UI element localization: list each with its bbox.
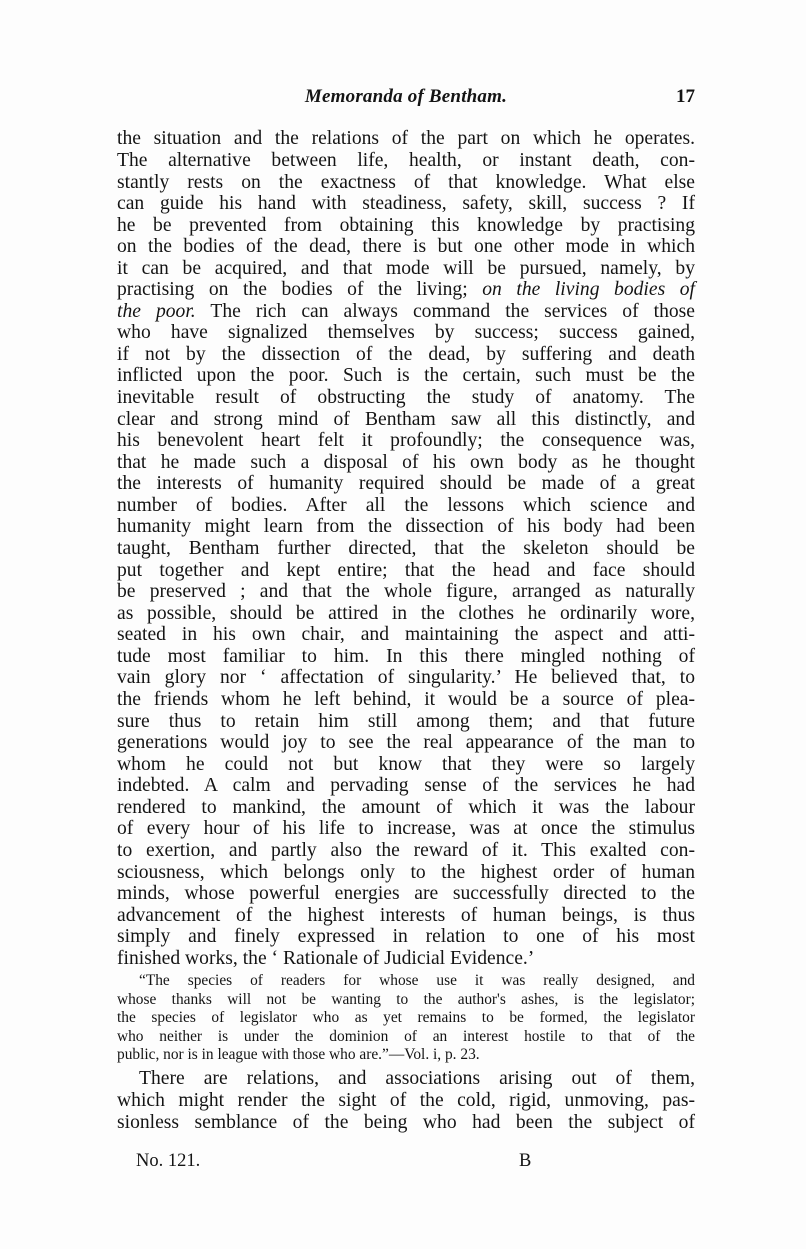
body-line: to exertion, and partly also the reward of it. This exalted con- (117, 840, 695, 861)
italic-emphasis: on the living bodies of (482, 279, 695, 300)
body-line: clear and strong mind of Bentham saw all this distinctly, and (117, 409, 695, 430)
quote-line: who neither is under the dominion of an interest hostile to that of the (117, 1028, 695, 1045)
body-line: be preserved ; and that the whole figure, arranged as naturally (117, 581, 695, 602)
body-line: humanity might learn from the dissection of his body had been (117, 516, 695, 537)
body-line: as possible, should be attired in the clothes he ordinarily wore, (117, 603, 695, 624)
running-title: Memoranda of Bentham. (304, 86, 508, 107)
body-text: practising on the bodies of the living; (117, 279, 468, 300)
body-text: The rich can always command the services of those (195, 301, 696, 322)
body-line: his benevolent heart felt it profoundly; the consequence was, (117, 430, 695, 451)
body-line: There are relations, and associations arising out of them, (139, 1068, 695, 1089)
body-line: taught, Bentham further directed, that the skeleton should be (117, 538, 695, 559)
body-line: stantly rests on the exactness of that knowledge. What else (117, 172, 695, 193)
body-line-with-italic (117, 279, 695, 300)
body-line: sure thus to retain him still among them; and that future (117, 711, 695, 732)
body-line: he be prevented from obtaining this knowledge by practising (117, 215, 695, 236)
body-line: of every hour of his life to increase, was at once the stimulus (117, 818, 695, 839)
body-line: the friends whom he left behind, it would be a source of plea- (117, 689, 695, 710)
quote-line: “The species of readers for whose use it was really designed, and (139, 972, 695, 989)
body-line: sionless semblance of the being who had been the subject of (117, 1112, 695, 1133)
body-line: inevitable result of obstructing the study of anatomy. The (117, 387, 695, 408)
body-line: on the bodies of the dead, there is but one other mode in which (117, 236, 695, 257)
body-line: the situation and the relations of the part on which he operates. (117, 128, 695, 149)
body-line: seated in his own chair, and maintaining the aspect and atti- (117, 624, 695, 645)
body-line: simply and finely expressed in relation to one of his most (117, 926, 695, 947)
body-line: generations would joy to see the real appearance of the man to (117, 732, 695, 753)
body-line: advancement of the highest interests of human beings, is thus (117, 905, 695, 926)
body-line: the interests of humanity required should be made of a great (117, 473, 695, 494)
running-head (117, 86, 695, 112)
body-line: put together and kept entire; that the head and face should (117, 560, 695, 581)
body-line: rendered to mankind, the amount of which it was the labour (117, 797, 695, 818)
body-line: inflicted upon the poor. Such is the certain, such must be the (117, 365, 695, 386)
issue-number: No. 121. (136, 1151, 201, 1171)
body-line: whom he could not but know that they were so largely (117, 754, 695, 775)
body-line: The alternative between life, health, or instant death, con- (117, 150, 695, 171)
body-line: vain glory nor ‘ affectation of singularity.’ He believed that, to (117, 667, 695, 688)
quote-line: whose thanks will not be wanting to the author's ashes, is the legislator; (117, 991, 695, 1008)
quote-line: public, nor is in league with those who are.”—Vol. i, p. 23. (117, 1046, 480, 1063)
page-number: 17 (676, 86, 695, 107)
signature-mark: B (519, 1151, 532, 1171)
body-line: sciousness, which belongs only to the highest order of human (117, 862, 695, 883)
body-line: that he made such a disposal of his own body as he thought (117, 452, 695, 473)
body-line: finished works, the ‘ Rationale of Judicial Evidence.’ (117, 948, 535, 969)
body-line: indebted. A calm and pervading sense of the services he had (117, 775, 695, 796)
body-line: can guide his hand with steadiness, safety, skill, success ? If (117, 193, 695, 214)
body-line: it can be acquired, and that mode will be pursued, namely, by (117, 258, 695, 279)
italic-emphasis: the poor. (117, 301, 196, 322)
body-line-with-italic (117, 301, 695, 322)
quote-line: the species of legislator who as yet remains to be formed, the legislator (117, 1009, 695, 1026)
body-line: minds, whose powerful energies are successfully directed to the (117, 883, 695, 904)
body-line: tude most familiar to him. In this there mingled nothing of (117, 646, 695, 667)
body-line: number of bodies. After all the lessons which science and (117, 495, 695, 516)
body-line: if not by the dissection of the dead, by suffering and death (117, 344, 695, 365)
body-line: who have signalized themselves by success; success gained, (117, 322, 695, 343)
body-line: which might render the sight of the cold, rigid, unmoving, pas- (117, 1090, 695, 1111)
